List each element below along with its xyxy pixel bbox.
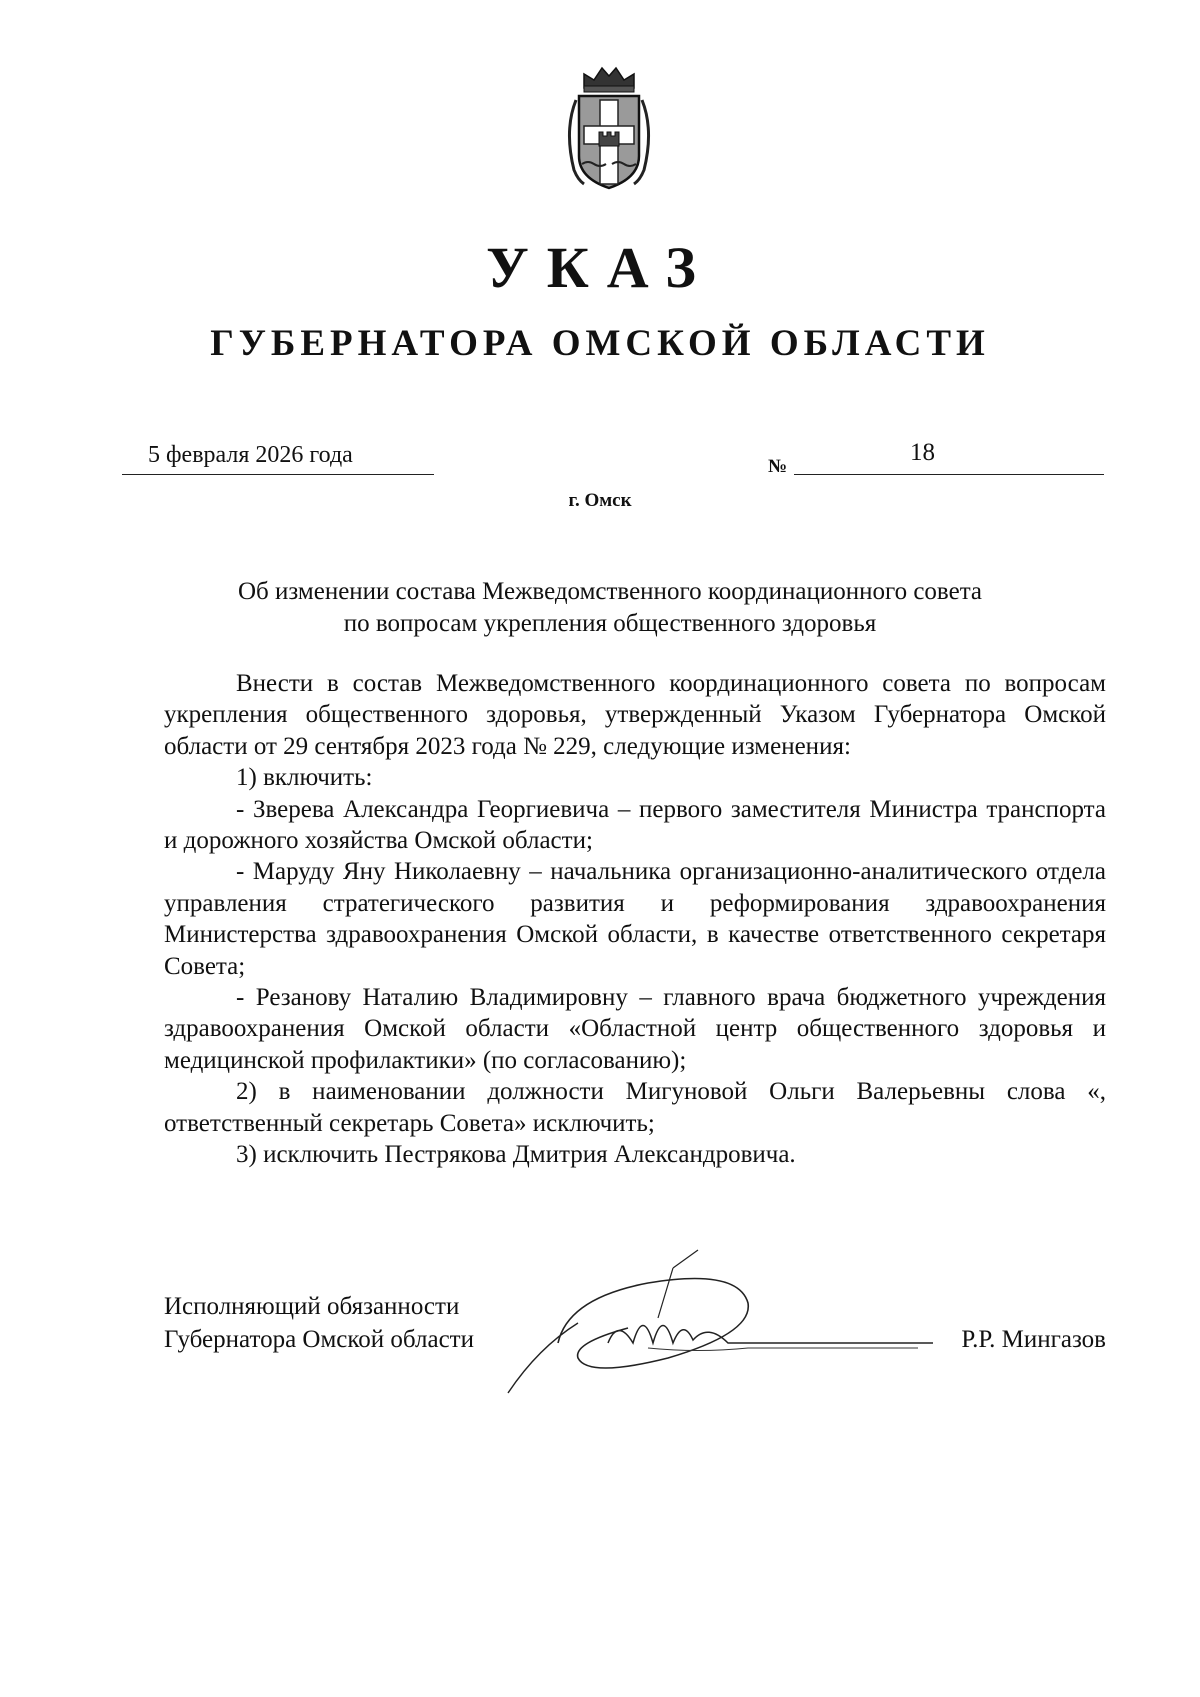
body-item-3: 3) исключить Пестрякова Дмитрия Александровича. <box>236 1141 796 1169</box>
decree-subject <box>150 576 1070 640</box>
number-underline <box>794 438 1104 475</box>
decree-date: 5 февраля 2026 года <box>122 438 434 475</box>
signer-position <box>164 1290 474 1356</box>
body-item-1-c: - Резанову Наталию Владимировну – главного врача бюджетного учреждения здравоохранения Омской области «Областной центр общественного здоровья и медицинской профилактики» (по согласованию); <box>164 984 1106 1074</box>
decree-issuer: ГУБЕРНАТОРА ОМСКОЙ ОБЛАСТИ <box>210 323 990 364</box>
body-item-1-a: - Зверева Александра Георгиевича – первого заместителя Министра транспорта и дорожного хозяйства Омской области; <box>164 795 1106 855</box>
decree-title: УКАЗ <box>486 235 714 300</box>
body-item-2: 2) в наименовании должности Мигуновой Ольги Валерьевны слова «, ответственный секретарь Совета» исключить; <box>164 1078 1106 1137</box>
subject-line-2: по вопросам укрепления общественного здоровья <box>343 610 877 637</box>
signer-name: Р.Р. Мингазов <box>961 1326 1106 1353</box>
decree-city: г. Омск <box>568 490 632 511</box>
signer-position-line-1: Исполняющий обязанности <box>164 1293 460 1320</box>
body-item-1-b: - Маруду Яну Николаевну – начальника организационно-аналитического отдела управления стратегического развития и реформирования здравоохранения Министерства здравоохранения Омской области, в качестве ответственного секретаря Совета; <box>164 858 1106 980</box>
body-intro-paragraph: Внести в состав Межведомственного координационного совета по вопросам укрепления общественного здоровья, утвержденный Указом Губернатора Омской области от 29 сентября 2023 года № 229, следующие изменения: <box>164 670 1106 760</box>
handwritten-signature-icon <box>498 1248 938 1408</box>
subject-line-1: Об изменении состава Межведомственного координационного совета <box>237 578 983 605</box>
omsk-region-coat-of-arms-icon <box>554 60 664 195</box>
signer-position-line-2: Губернатора Омской области <box>164 1326 474 1353</box>
decree-body <box>164 668 1106 1171</box>
body-item-1: 1) включить: <box>236 764 373 792</box>
number-sign: № <box>768 456 788 477</box>
decree-number: 18 <box>910 439 935 466</box>
